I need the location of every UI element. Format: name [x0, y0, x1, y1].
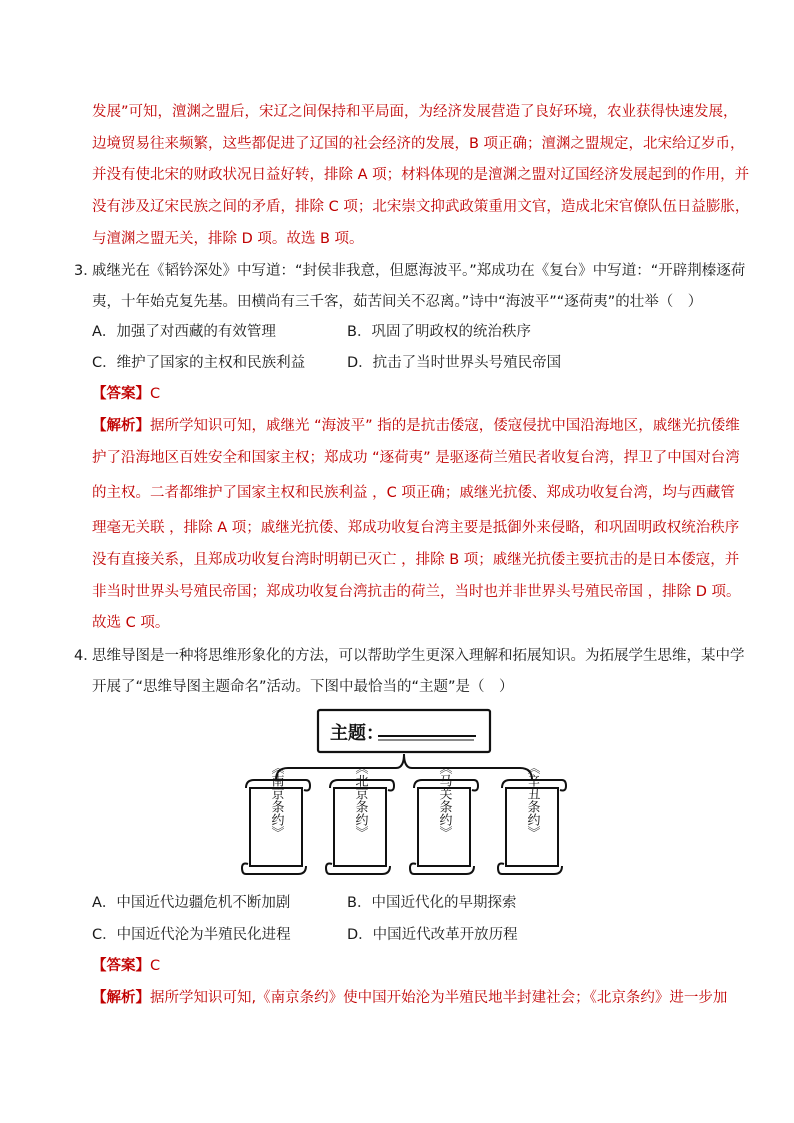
explain-text: 据所学知识可知，戚继光 “海波平” 指的是抗击倭寇，倭寇侵扰中国沿海地区，戚继光抗倭维 [150, 418, 740, 434]
explain-line: 没有涉及辽宋民族之间的矛盾，排除 C 项；北宋崇文抑武政策重用文官，造成北宋官僚队伍日益膨胀， [92, 199, 750, 215]
question-stem-line: 夷，十年始克复先基。田横尚有三千客，茹苦间关不忍离。”诗中“海波平”“逐荷夷”的壮举（ ） [92, 294, 703, 310]
explain-line: 的主权。二者都维护了国家主权和民族利益 ，C 项正确；戚继光抗倭、郑成功收复台湾，均与西藏管 [92, 485, 735, 501]
explain-line: 并没有使北宋的财政状况日益好转，排除 A 项；材料体现的是澶渊之盟对辽国经济发展起到的作用，并 [92, 167, 750, 183]
treaty-scroll [410, 761, 478, 874]
answer-value: C [150, 386, 161, 402]
option-a: A．中国近代边疆危机不断加剧 [92, 895, 291, 911]
scroll-label: 《辛丑条约》 [524, 761, 540, 839]
treaty-scroll [326, 761, 394, 874]
question-stem-line: 开展了“思维导图主题命名”活动。下图中最恰当的“主题”是（ ） [92, 679, 514, 695]
mind-map-diagram [236, 706, 576, 876]
answer-line [92, 384, 160, 404]
option-b: B．巩固了明政权的统治秩序 [347, 324, 531, 340]
question-stem-line: 思维导图是一种将思维形象化的方法，可以帮助学生更深入理解和拓展知识。为拓展学生思维，某中学 [92, 648, 745, 664]
answer-tag: 【答案】 [92, 958, 150, 974]
explain-text: 据所学知识可知,《南京条约》使中国开始沦为半殖民地半封建社会；《北京条约》进一步加 [150, 990, 728, 1006]
option-a: A．加强了对西藏的有效管理 [92, 324, 276, 340]
option-c: C．维护了国家的主权和民族利益 [92, 355, 306, 371]
option-b: B．中国近代化的早期探索 [347, 895, 517, 911]
question-number: 4． [74, 648, 98, 664]
explain-line: 边境贸易往来频繁，这些都促进了辽国的社会经济的发展，B 项正确；澶渊之盟规定，北宋给辽岁币， [92, 136, 745, 152]
mind-map-title: 主题： [330, 723, 384, 744]
scroll-label: 《南京条约》 [268, 761, 284, 839]
mind-map-brace [276, 754, 532, 780]
option-d: D．抗击了当时世界头号殖民帝国 [347, 355, 562, 371]
answer-line [92, 956, 160, 976]
option-c: C．中国近代沦为半殖民化进程 [92, 927, 291, 943]
explain-line: 非当时世界头号殖民帝国；郑成功收复台湾抗击的荷兰，当时也并非世界头号殖民帝国 ，排除 D 项。 [92, 584, 741, 600]
explain-tag: 【解析】 [92, 990, 150, 1006]
option-d: D．中国近代改革开放历程 [347, 927, 518, 943]
explain-line: 没有直接关系，且郑成功收复台湾时明朝已灭亡 ，排除 B 项；戚继光抗倭主要抗击的是日本倭寇，并 [92, 552, 740, 568]
explain-line: 与澶渊之盟无关，排除 D 项。故选 B 项。 [92, 231, 364, 247]
explain-line [92, 988, 727, 1008]
explain-line: 护了沿海地区百姓安全和国家主权；郑成功 “逐荷夷” 是驱逐荷兰殖民者收复台湾，捍卫了中国对台湾 [92, 450, 740, 466]
treaty-scroll [242, 761, 310, 874]
answer-value: C [150, 958, 161, 974]
answer-tag: 【答案】 [92, 386, 150, 402]
explain-line: 故选 C 项。 [92, 615, 170, 631]
explain-line [92, 416, 740, 436]
question-number: 3． [74, 263, 98, 279]
question-stem-line: 戚继光在《韬钤深处》中写道：“封侯非我意，但愿海波平。”郑成功在《复台》中写道：“开辟荆榛逐荷 [92, 263, 746, 279]
scroll-label: 《马关条约》 [436, 761, 452, 839]
scroll-label: 《北京条约》 [352, 761, 368, 839]
treaty-scroll [498, 761, 566, 874]
explain-line: 理毫无关联 ，排除 A 项；戚继光抗倭、郑成功收复台湾主要是抵御外来侵略，和巩固明政权统治秩序 [92, 520, 740, 536]
explain-tag: 【解析】 [92, 418, 150, 434]
explain-line: 发展”可知，澶渊之盟后，宋辽之间保持和平局面，为经济发展营造了良好环境，农业获得快速发展， [92, 104, 738, 120]
